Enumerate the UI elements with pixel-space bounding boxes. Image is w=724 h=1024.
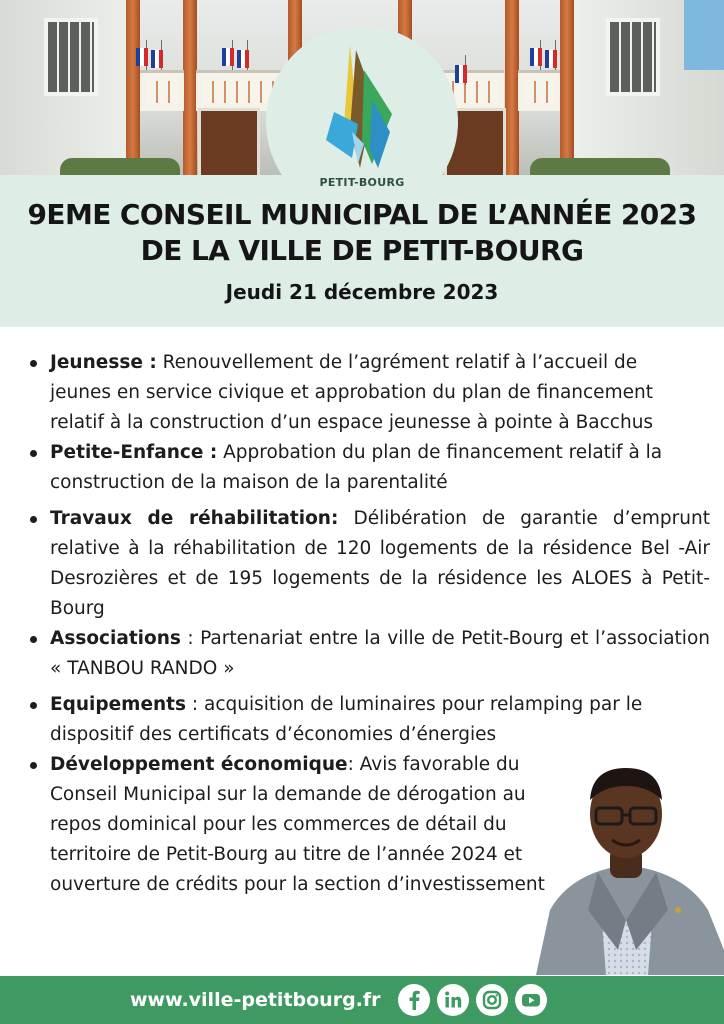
agenda-item-text: Délibération de garantie d’emprunt relative à la réhabilitation de 120 logements de la résidence Bel -Air Desrozières et de 195 logements de la résidence les ALOES à Petit-Bourg (50, 508, 710, 619)
french-flag (545, 50, 557, 68)
title-line-1: 9EME CONSEIL MUNICIPAL DE L’ANNÉE 2023 (27, 198, 697, 231)
french-flag (237, 50, 249, 68)
agenda-item-text: : acquisition de luminaires pour relamping par le dispositif des certificats d’économies d’énergies (50, 694, 643, 745)
building-pillar (505, 0, 519, 180)
building-pillar (183, 0, 197, 180)
meeting-date: Jeudi 21 décembre 2023 (225, 280, 499, 304)
agenda-item-petite-enfance (28, 438, 700, 498)
building-window (606, 18, 660, 96)
agenda-item-jeunesse (28, 348, 690, 438)
balcony (518, 70, 560, 111)
building-pillar (560, 0, 574, 180)
agenda-item-label: Travaux de réhabilitation: (50, 508, 339, 529)
building-window (44, 18, 98, 96)
french-flag (530, 48, 542, 66)
sky (684, 0, 724, 70)
building-pillar (126, 0, 140, 180)
page-title (0, 197, 724, 269)
french-flag (136, 48, 148, 66)
agenda-item-developpement (28, 750, 550, 900)
instagram-icon[interactable] (476, 984, 508, 1016)
agenda-item-associations (28, 624, 710, 684)
agenda-item-label: Petite-Enfance : (50, 442, 218, 463)
facebook-icon[interactable] (398, 984, 430, 1016)
agenda-item-text: Renouvellement de l’agrément relatif à l’accueil de jeunes en service civique et approbation du plan de financement relatif à la construction d’un espace jeunesse à pointe à Bacchus (50, 352, 654, 433)
logo-wordmark: PETIT-BOURG (319, 176, 405, 189)
agenda-item-travaux (28, 504, 710, 624)
linkedin-icon[interactable] (437, 984, 469, 1016)
agenda-item-equipements (28, 690, 714, 750)
title-line-2: DE LA VILLE DE PETIT-BOURG (140, 234, 584, 267)
youtube-icon[interactable] (515, 984, 547, 1016)
footer-bar (0, 976, 724, 1024)
french-flag (222, 48, 234, 66)
agenda-item-label: Equipements (50, 694, 187, 715)
agenda-item-text: : Avis favorable du Conseil Municipal sur la demande de dérogation au repos dominical pour les commerces de détail du territoire de Petit-Bourg au titre de l’année 2024 et ouverture de crédits pour la section d’investissement (50, 754, 545, 895)
petit-bourg-logo-icon (312, 40, 412, 172)
french-flag (151, 50, 163, 68)
agenda-item-text: : Partenariat entre la ville de Petit-Bourg et l’association « TANBOU RANDO » (50, 628, 710, 679)
balcony (140, 70, 184, 111)
agenda-item-text: Approbation du plan de financement relatif à la construction de la maison de la parentalité (50, 442, 663, 493)
building-door (198, 108, 260, 180)
agenda-item-label: Développement économique (50, 754, 348, 775)
french-flag (455, 65, 467, 83)
website-link[interactable]: www.ville-petitbourg.fr (130, 989, 381, 1011)
agenda-item-label: Associations (50, 628, 181, 649)
mayor-portrait (528, 760, 724, 975)
agenda-item-label: Jeunesse : (50, 352, 157, 373)
